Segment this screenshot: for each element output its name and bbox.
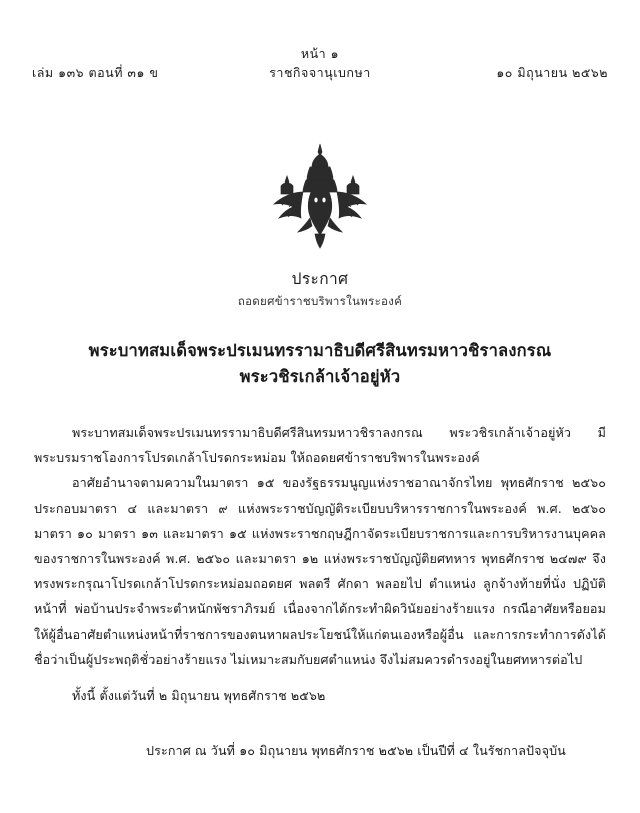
page-title: ประกาศ [291, 270, 349, 288]
page-subtitle: ถอดยศข้าราชบริพารในพระองค์ [237, 294, 403, 308]
garuda-royal-emblem-icon [260, 142, 380, 250]
body-paragraph-3: ทั้งนี้ ตั้งแต่วันที่ ๒ มิถุนายน พุทธศักราช ๒๕๖๒ [72, 688, 326, 704]
closing-statement: ประกาศ ณ วันที่ ๑๐ มิถุนายน พุทธศักราช ๒๕๖๒ เป็นปีที่ ๔ ในรัชกาลปัจจุบัน [146, 743, 566, 758]
header-page-number: หน้า ๑ [300, 46, 340, 61]
royal-name-line-2: พระวชิรเกล้าเจ้าอยู่หัว [239, 367, 401, 386]
emblem-container [0, 142, 640, 254]
header-gazette-name: ราชกิจจานุเบกษา [269, 65, 371, 80]
body-paragraph-1: พระบาทสมเด็จพระปรเมนทรรามาธิบดีศรีสินทรมหาวชิราลงกรณ พระวชิรเกล้าเจ้าอยู่หัว มีพระบรมราชโองการโปรดเกล้าโปรดกระหม่อม ให้ถอดยศข้าราชบริพารในพระองค์ [34, 425, 606, 466]
royal-name-block [0, 338, 640, 390]
header-date: ๑๐ มิถุนายน ๒๕๖๒ [496, 65, 608, 80]
page-header [0, 44, 640, 90]
header-volume-info: เล่ม ๑๓๖ ตอนที่ ๓๑ ข [32, 65, 159, 80]
body-paragraph-2: อาศัยอำนาจตามความในมาตรา ๑๕ ของรัฐธรรมนูญแห่งราชอาณาจักรไทย พุทธศักราช ๒๕๖๐ ประกอบมาตรา ๔ และมาตรา ๙ แห่งพระราชบัญญัติระเบียบบริหารราชการในพระองค์ พ.ศ. ๒๕๖๐ มาตรา ๑๐ มาตรา ๑๓ และมาตรา ๑๕ แห่งพระราชกฤษฎีกาจัดระเบียบราชการและการบริหารงานบุคคลของราชการในพระองค์ พ.ศ. ๒๕๖๐ และมาตรา ๑๒ แห่งพระราชบัญญัติยศทหาร พุทธศักราช ๒๔๗๙ จึงทรงพระกรุณาโปรดเกล้าโปรดกระหม่อมถอดยศ พลตรี ศักดา พลอยไป ตำแหน่ง ลูกจ้างท้ายที่นั่ง ปฏิบัติหน้าที่ พ่อบ้านประจำพระตำหนักพัชราภิรมย์ เนื่องจากได้กระทำผิดวินัยอย่างร้ายแรง กรณีอาศัยหรือยอมให้ผู้อื่นอาศัยตำแหน่งหน้าที่ราชการของตนหาผลประโยชน์ให้แก่ตนเองหรือผู้อื่น และการกระทำการดังได้ชื่อว่าเป็นผู้ประพฤติชั่วอย่างร้ายแรง ไม่เหมาะสมกับยศตำแหน่ง จึงไม่สมควรดำรงอยู่ในยศทหารต่อไป [34, 475, 606, 667]
royal-name-line-1: พระบาทสมเด็จพระปรเมนทรรามาธิบดีศรีสินทรมหาวชิราลงกรณ [88, 341, 552, 360]
document-body [34, 420, 606, 708]
